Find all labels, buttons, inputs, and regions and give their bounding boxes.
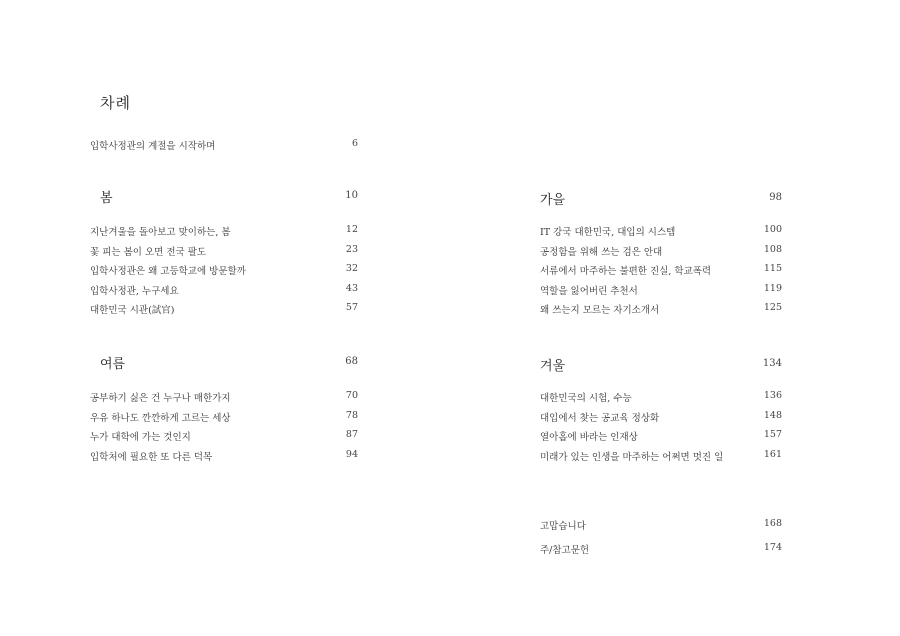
section-summer-title: 여름 [100, 357, 126, 372]
toc-entry [540, 390, 790, 410]
toc-entry [90, 449, 360, 469]
section-summer-list [90, 390, 360, 468]
toc-title: 차례 [100, 94, 131, 112]
toc-entry [90, 283, 360, 303]
toc-entry-label: 주/참고문헌 [540, 545, 590, 556]
toc-entry-page: 161 [763, 448, 782, 460]
toc-entry-label: 누가 대학에 가는 것인지 [90, 432, 191, 443]
toc-entry [90, 410, 360, 430]
toc-entry [540, 410, 790, 430]
section-winter-title: 겨울 [540, 359, 566, 374]
toc-entry-label: 왜 쓰는지 모르는 자기소개서 [540, 305, 660, 316]
section-autumn-title: 가을 [540, 193, 566, 208]
toc-entry-label: 지난겨울을 돌아보고 맞이하는, 봄 [90, 227, 231, 238]
section-winter-list [540, 390, 790, 468]
section-spring-title: 봄 [100, 191, 113, 206]
toc-entry [90, 429, 360, 449]
toc-entry-label: 입학사정관, 누구세요 [90, 285, 179, 297]
toc-entry [90, 390, 360, 410]
toc-entry-page: 94 [345, 448, 358, 460]
toc-entry-label: 서류에서 마주하는 불편한 진실, 학교폭력 [540, 266, 712, 277]
toc-entry [540, 542, 790, 562]
toc-entry-page: 12 [345, 224, 358, 235]
toc-entry-page: 43 [345, 282, 358, 294]
toc-entry-page: 125 [763, 302, 782, 313]
toc-entry-page: 23 [345, 243, 358, 255]
toc-entry-label: 대입에서 찾는 공교육 정상화 [540, 412, 660, 424]
toc-entry-page: 174 [763, 542, 782, 553]
toc-entry [90, 224, 360, 244]
toc-entry-label: 열아홉에 바라는 인재상 [540, 432, 638, 443]
intro-entry-label: 입학사정관의 계절을 시작하며 [90, 141, 216, 152]
toc-entry-page: 32 [345, 263, 358, 274]
toc-entry-label: 우유 하나도 깐깐하게 고르는 세상 [90, 412, 231, 424]
closing-list [540, 518, 790, 562]
toc-entry [540, 244, 790, 264]
section-spring-page: 10 [345, 190, 358, 201]
toc-entry [540, 283, 790, 303]
toc-entry-label: 미래가 있는 인생을 마주하는 어쩌면 멋진 일 [540, 451, 724, 463]
toc-entry [540, 449, 790, 469]
toc-entry-page: 148 [763, 409, 782, 421]
toc-entry-label: 대한민국의 시험, 수능 [540, 393, 632, 404]
toc-entry [540, 263, 790, 283]
toc-entry-page: 100 [763, 224, 782, 235]
section-summer-page: 68 [345, 356, 358, 367]
section-autumn-page: 98 [769, 192, 782, 203]
toc-entry-page: 136 [763, 390, 782, 401]
toc-entry-page: 70 [345, 390, 358, 401]
toc-entry [540, 518, 790, 542]
toc-entry-label: 대한민국 시관(試官) [90, 305, 175, 316]
toc-entry [90, 244, 360, 264]
toc-entry-label: 고맙습니다 [540, 521, 586, 532]
toc-entry [540, 224, 790, 244]
toc-entry-page: 115 [763, 263, 782, 274]
section-winter-page: 134 [762, 358, 782, 369]
toc-entry-label: 입학사정관은 왜 고등학교에 방문할까 [90, 266, 246, 277]
toc-entry [90, 263, 360, 283]
toc-entry-label: 입학처에 필요한 또 다른 덕목 [90, 451, 213, 463]
toc-entry-page: 78 [345, 409, 358, 421]
toc-entry-label: 꽃 피는 봄이 오면 전국 팔도 [90, 246, 207, 258]
toc-entry-label: 공부하기 싫은 건 누구나 매한가지 [90, 393, 231, 404]
toc-entry-page: 119 [763, 282, 782, 294]
toc-entry-page: 57 [345, 302, 358, 313]
toc-entry-page: 87 [345, 429, 358, 440]
toc-entry-label: 역할을 잃어버린 추천서 [540, 285, 638, 297]
toc-entry-page: 168 [763, 518, 782, 529]
toc-entry-page: 108 [763, 243, 782, 255]
toc-entry-label: 공정함을 위해 쓰는 검은 안대 [540, 246, 663, 258]
toc-entry-page: 157 [763, 429, 782, 440]
toc-entry [540, 302, 790, 322]
toc-entry-label: IT 강국 대한민국, 대입의 시스템 [540, 227, 676, 238]
toc-entry [540, 429, 790, 449]
toc-entry [90, 302, 360, 322]
intro-entry-page: 6 [351, 138, 358, 149]
section-autumn-list [540, 224, 790, 322]
section-spring-list [90, 224, 360, 322]
